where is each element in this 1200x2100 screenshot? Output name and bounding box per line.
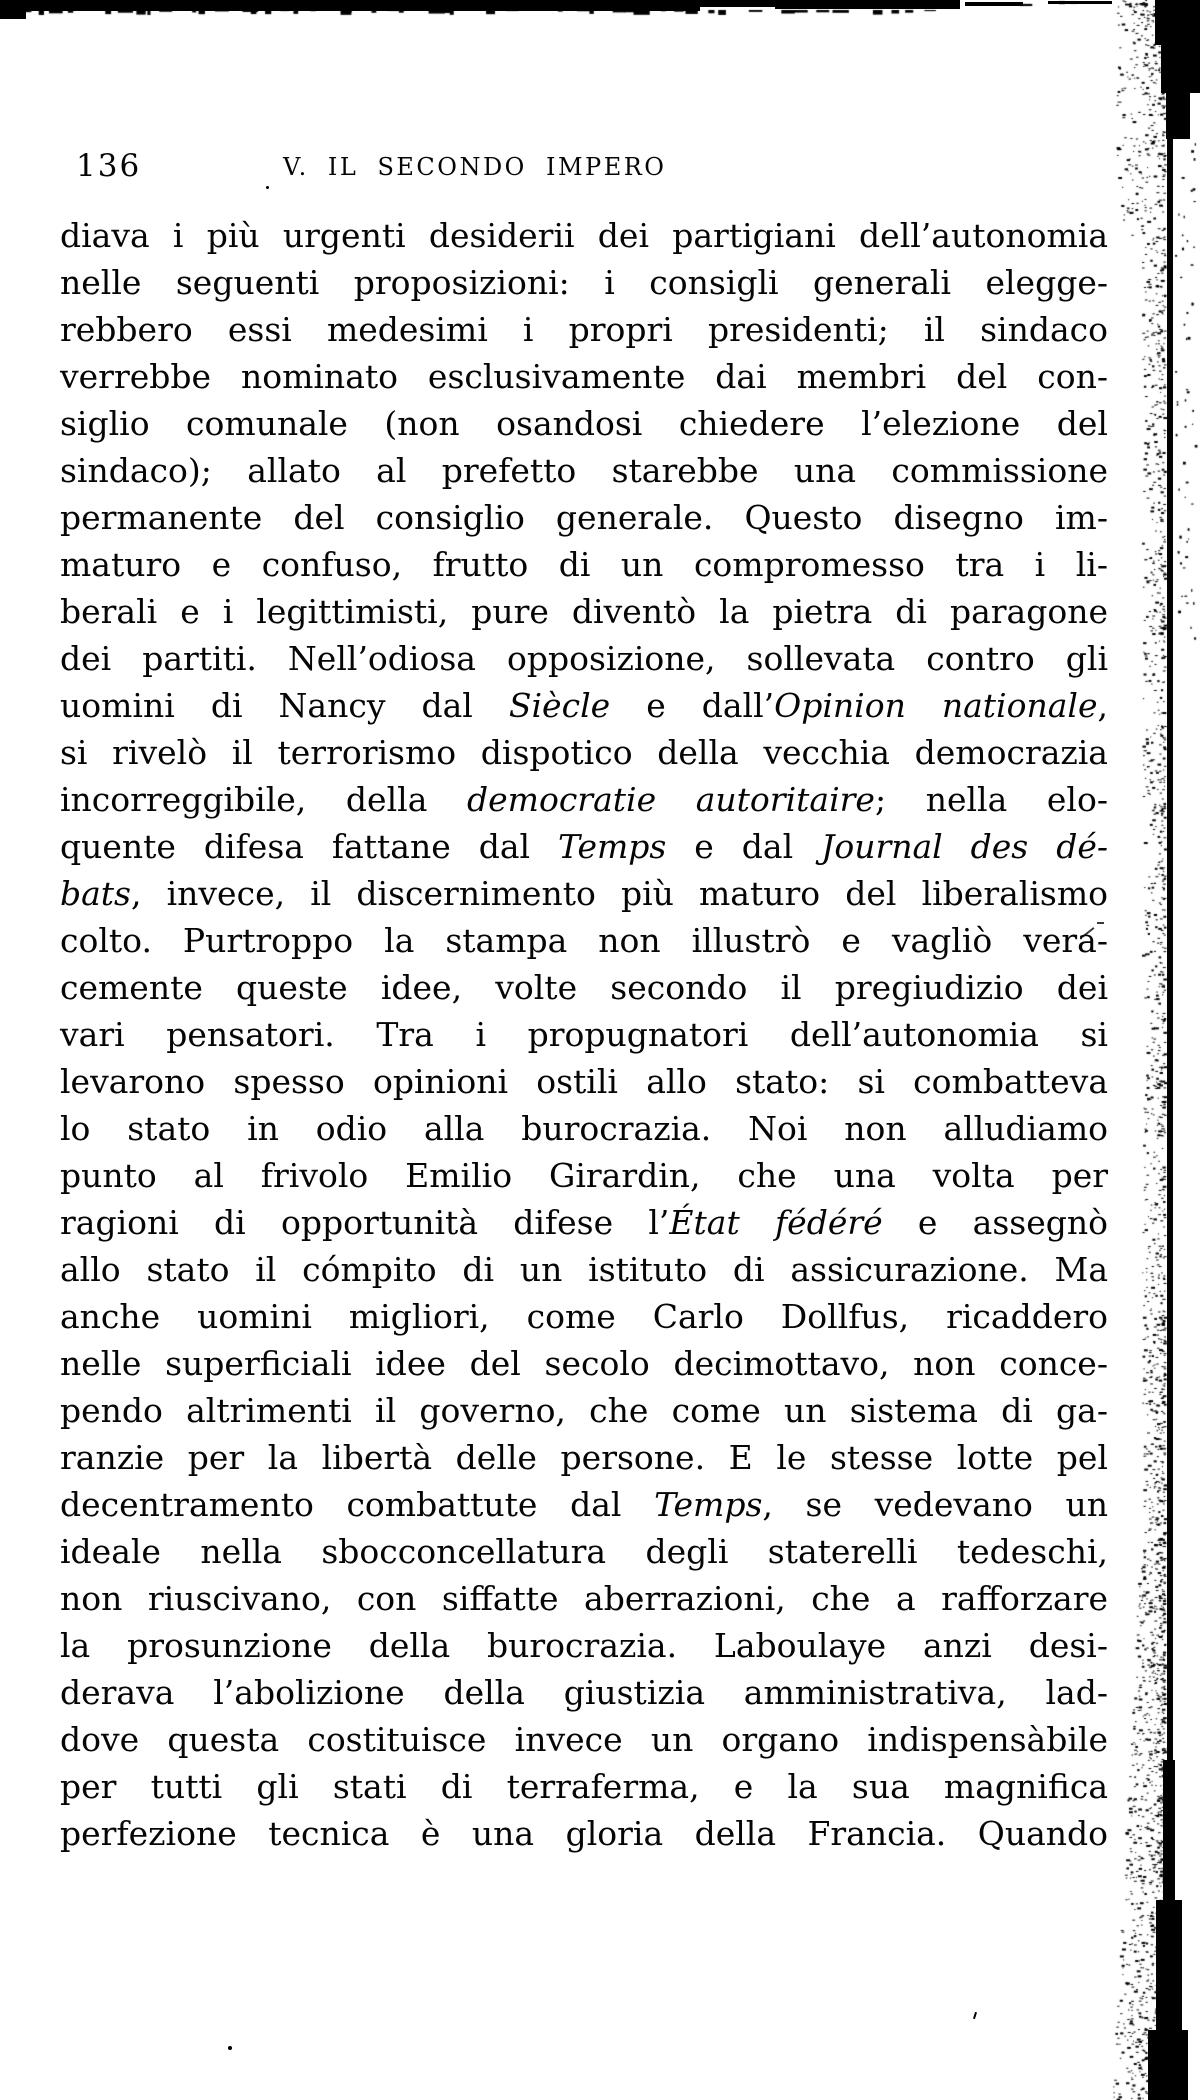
text-segment: punto al frivolo Emilio Girardin, che una volta per (60, 1156, 1108, 1195)
text-segment: diava i più urgenti desiderii dei partigiani dell’autonomia (60, 216, 1108, 255)
text-line (60, 1434, 1108, 1481)
text-segment: ragioni di opportunità difese l’ (60, 1203, 670, 1242)
italic-text-segment: État fédéré (669, 1203, 883, 1242)
text-segment: colto. Purtroppo la stampa non illustrò e vagliò vera- (60, 921, 1108, 960)
text-line (60, 1340, 1108, 1387)
text-line (60, 353, 1108, 400)
text-segment: sindaco); allato al prefetto starebbe una commissione (60, 451, 1108, 490)
italic-text-segment: democratie autoritaire (467, 780, 875, 819)
text-segment: dei partiti. Nell’odiosa opposizione, sollevata contro gli (60, 639, 1108, 678)
text-segment: permanente del consiglio generale. Questo disegno im- (60, 498, 1108, 537)
italic-text-segment: Journal des dé- (821, 827, 1108, 866)
text-segment: maturo e confuso, frutto di un compromesso tra i li- (60, 545, 1108, 584)
text-line (60, 400, 1108, 447)
text-segment: rebbero essi medesimi i propri presidenti; il sindaco (60, 310, 1108, 349)
text-segment: la prosunzione della burocrazia. Laboulaye anzi desi- (60, 1626, 1108, 1665)
text-line (60, 1669, 1108, 1716)
text-segment: allo stato il cómpito di un istituto di assicurazione. Ma (60, 1250, 1108, 1289)
text-line (60, 588, 1108, 635)
text-segment: quente difesa fattane dal (60, 827, 559, 866)
text-segment: incorreggibile, della (60, 780, 468, 819)
text-segment: berali e i legittimisti, pure diventò la pietra di paragone (60, 592, 1108, 631)
text-segment: cemente queste idee, volte secondo il pregiudizio dei (60, 968, 1108, 1007)
text-line (60, 447, 1108, 494)
text-line (60, 1716, 1108, 1763)
text-segment: , invece, il discernimento più maturo del liberalismo (131, 874, 1108, 913)
text-line (60, 870, 1108, 917)
text-line (60, 1058, 1108, 1105)
text-line (60, 964, 1108, 1011)
text-line (60, 494, 1108, 541)
text-line (60, 1575, 1108, 1622)
running-title: V. IL SECONDO IMPERO (283, 153, 667, 181)
page-number: 136 (76, 148, 142, 184)
text-line (60, 823, 1108, 870)
text-segment: lo stato in odio alla burocrazia. Noi non alludiamo (60, 1109, 1108, 1148)
text-line (60, 1528, 1108, 1575)
text-line (60, 1481, 1108, 1528)
text-segment: e dall’ (610, 686, 775, 725)
italic-text-segment: Opinion nationale (774, 686, 1098, 725)
text-line (60, 1011, 1108, 1058)
text-segment: nelle superficiali idee del secolo decimottavo, non conce- (60, 1344, 1108, 1383)
text-segment: derava l’abolizione della giustizia amministrativa, lad- (60, 1673, 1108, 1712)
text-segment: siglio comunale (non osandosi chiedere l’elezione del (60, 404, 1108, 443)
text-segment: perfezione tecnica è una gloria della Francia. Quando (60, 1814, 1108, 1853)
text-segment: si rivelò il terrorismo dispotico della vecchia democrazia (60, 733, 1108, 772)
text-segment: verrebbe nominato esclusivamente dai membri del con- (60, 357, 1108, 396)
italic-text-segment: Temps (558, 827, 667, 866)
text-segment: levarono spesso opinioni ostili allo stato: si combatteva (60, 1062, 1108, 1101)
page-body-text (60, 212, 1108, 1857)
text-segment: decentramento combattute dal (60, 1485, 655, 1524)
text-segment: per tutti gli stati di terraferma, e la sua magnifica (60, 1767, 1108, 1806)
text-line (60, 541, 1108, 588)
text-line (60, 1763, 1108, 1810)
text-line (60, 1105, 1108, 1152)
text-line (60, 1199, 1108, 1246)
text-segment: anche uomini migliori, come Carlo Dollfus, ricaddero (60, 1297, 1108, 1336)
text-segment: e assegnò (882, 1203, 1108, 1242)
text-segment: uomini di Nancy dal (60, 686, 509, 725)
text-line (60, 682, 1108, 729)
text-line (60, 635, 1108, 682)
text-segment: ; nella elo- (874, 780, 1109, 819)
text-segment: nelle seguenti proposizioni: i consigli generali elegge- (60, 263, 1108, 302)
text-line (60, 306, 1108, 353)
text-line (60, 1387, 1108, 1434)
text-line (60, 1293, 1108, 1340)
text-segment: , (1097, 686, 1108, 725)
text-segment: e dal (666, 827, 822, 866)
text-line (60, 1622, 1108, 1669)
text-line (60, 917, 1108, 964)
text-segment: ranzie per la libertà delle persone. E le stesse lotte pel (60, 1438, 1108, 1477)
text-line (60, 212, 1108, 259)
text-line (60, 729, 1108, 776)
text-segment: vari pensatori. Tra i propugnatori dell’autonomia si (60, 1015, 1108, 1054)
italic-text-segment: Temps (654, 1485, 763, 1524)
text-line (60, 776, 1108, 823)
text-segment: , se vedevano un (762, 1485, 1108, 1524)
text-segment: dove questa costituisce invece un organo indispensàbile (60, 1720, 1108, 1759)
italic-text-segment: Siècle (508, 686, 611, 725)
text-line (60, 1246, 1108, 1293)
text-segment: non riuscivano, con siffatte aberrazioni, che a rafforzare (60, 1579, 1108, 1618)
text-line (60, 1810, 1108, 1857)
text-line (60, 259, 1108, 306)
text-line (60, 1152, 1108, 1199)
italic-text-segment: bats (60, 874, 131, 913)
text-segment: pendo altrimenti il governo, che come un sistema di ga- (60, 1391, 1108, 1430)
text-segment: ideale nella sbocconcellatura degli staterelli tedeschi, (60, 1532, 1108, 1571)
